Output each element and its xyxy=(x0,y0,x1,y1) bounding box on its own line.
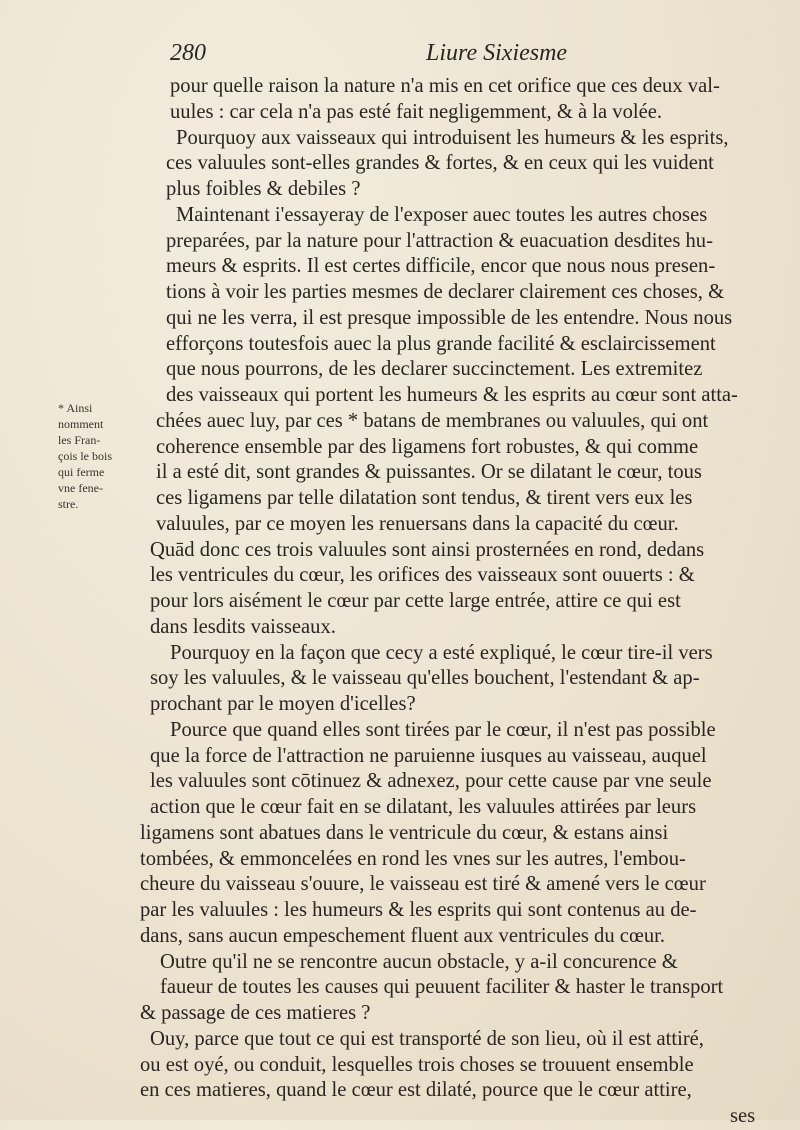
text-line: Outre qu'il ne se rencontre aucun obstacle, y a-il concurence & xyxy=(160,950,678,973)
text-line: par les valuules : les humeurs & les esprits qui sont contenus au de- xyxy=(140,899,697,921)
text-line: Ouy, parce que tout ce qui est transporté de son lieu, où il est attiré, xyxy=(150,1027,704,1050)
text-line: les valuules sont cōtinuez & adnexez, pour cette cause par vne seule xyxy=(150,770,712,793)
text-line: que la force de l'attraction ne paruienne iusques au vaisseau, auquel xyxy=(150,744,707,767)
text-line: il a esté dit, sont grandes & puissantes. Or se dilatant le cœur, tous xyxy=(156,461,702,484)
text-line: meurs & esprits. Il est certes difficile, encor que nous nous presen- xyxy=(166,255,716,278)
text-line: uules : car cela n'a pas esté fait negligemment, & à la volée. xyxy=(170,100,663,123)
margin-note-line: stre. xyxy=(58,497,79,511)
running-title: Liure Sixiesme xyxy=(426,40,568,66)
margin-note-line: * Ainsi xyxy=(58,401,93,415)
text-line: les ventricules du cœur, les orifices des vaisseaux sont ouuerts : & xyxy=(150,564,695,587)
body-text xyxy=(120,74,780,1130)
text-line: cheure du vaisseau s'ouure, le vaisseau est tiré & amené vers le cœur xyxy=(140,873,706,896)
text-line: Maintenant i'essayeray de l'exposer auec toutes les autres choses xyxy=(176,203,708,226)
text-line: preparées, par la nature pour l'attraction & euacuation desdites hu- xyxy=(166,229,713,252)
text-line: plus foibles & debiles ? xyxy=(166,178,361,200)
text-line: que nous pourrons, de les declarer succinctement. Les extremitez xyxy=(166,358,703,381)
margin-note-line: vne fene- xyxy=(58,481,103,495)
text-line: prochant par le moyen d'icelles? xyxy=(150,693,416,715)
text-line: ces valuules sont-elles grandes & fortes, & en ceux qui les vuident xyxy=(166,152,714,175)
text-line: & passage de ces matieres ? xyxy=(140,1002,371,1024)
margin-note-line: les Fran- xyxy=(58,433,101,447)
text-line: action que le cœur fait en se dilatant, les valuules attirées par leurs xyxy=(150,796,697,818)
text-line: en ces matieres, quand le cœur est dilaté, pource que le cœur attire, xyxy=(140,1079,692,1102)
text-line: ses xyxy=(730,1105,756,1127)
text-line: soy les valuules, & le vaisseau qu'elles bouchent, l'estendant & ap- xyxy=(150,667,700,690)
text-line: efforçons toutesfois auec la plus grande facilité & esclaircissement xyxy=(166,332,716,355)
margin-note-line: nomment xyxy=(58,417,104,431)
text-line: Pource que quand elles sont tirées par le cœur, il n'est pas possible xyxy=(170,718,716,741)
text-line: ces ligamens par telle dilatation sont tendus, & tirent vers eux les xyxy=(156,487,693,509)
text-line: faueur de toutes les causes qui peuuent faciliter & haster le transport xyxy=(160,976,724,999)
page-number: 280 xyxy=(170,40,206,66)
text-line: ligamens sont abatues dans le ventricule du cœur, & estans ainsi xyxy=(140,821,669,844)
text-line: valuules, par ce moyen les renuersans dans la capacité du cœur. xyxy=(156,512,679,535)
text-line: coherence ensemble par des ligamens fort robustes, & qui comme xyxy=(156,435,699,458)
text-line: Pourquoy en la façon que cecy a esté expliqué, le cœur tire-il vers xyxy=(170,641,713,664)
text-line: chées auec luy, par ces * batans de membranes ou valuules, qui ont xyxy=(156,409,709,432)
text-line: tions à voir les parties mesmes de declarer clairement ces choses, & xyxy=(166,281,725,303)
text-line: qui ne les verra, il est presque impossible de les entendre. Nous nous xyxy=(166,306,733,329)
page-header xyxy=(168,40,768,74)
text-line: pour lors aisément le cœur par cette large entrée, attire ce qui est xyxy=(150,590,681,612)
text-line: dans lesdits vaisseaux. xyxy=(150,615,336,638)
text-line: pour quelle raison la nature n'a mis en cet orifice que ces deux val- xyxy=(170,75,720,97)
text-line: tombées, & emmoncelées en rond les vnes sur les autres, l'embou- xyxy=(140,847,686,870)
text-line: ou est oyé, ou conduit, lesquelles trois choses se trouuent ensemble xyxy=(140,1053,694,1076)
text-line: Pourquoy aux vaisseaux qui introduisent les humeurs & les esprits, xyxy=(176,126,729,149)
margin-note-line: çois le bois xyxy=(58,449,112,463)
text-line: Quād donc ces trois valuules sont ainsi prosternées en rond, dedans xyxy=(150,538,705,561)
text-line: des vaisseaux qui portent les humeurs & les esprits au cœur sont atta- xyxy=(166,384,738,406)
text-line: dans, sans aucun empeschement fluent aux ventricules du cœur. xyxy=(140,924,665,947)
margin-note-line: qui ferme xyxy=(58,465,105,479)
